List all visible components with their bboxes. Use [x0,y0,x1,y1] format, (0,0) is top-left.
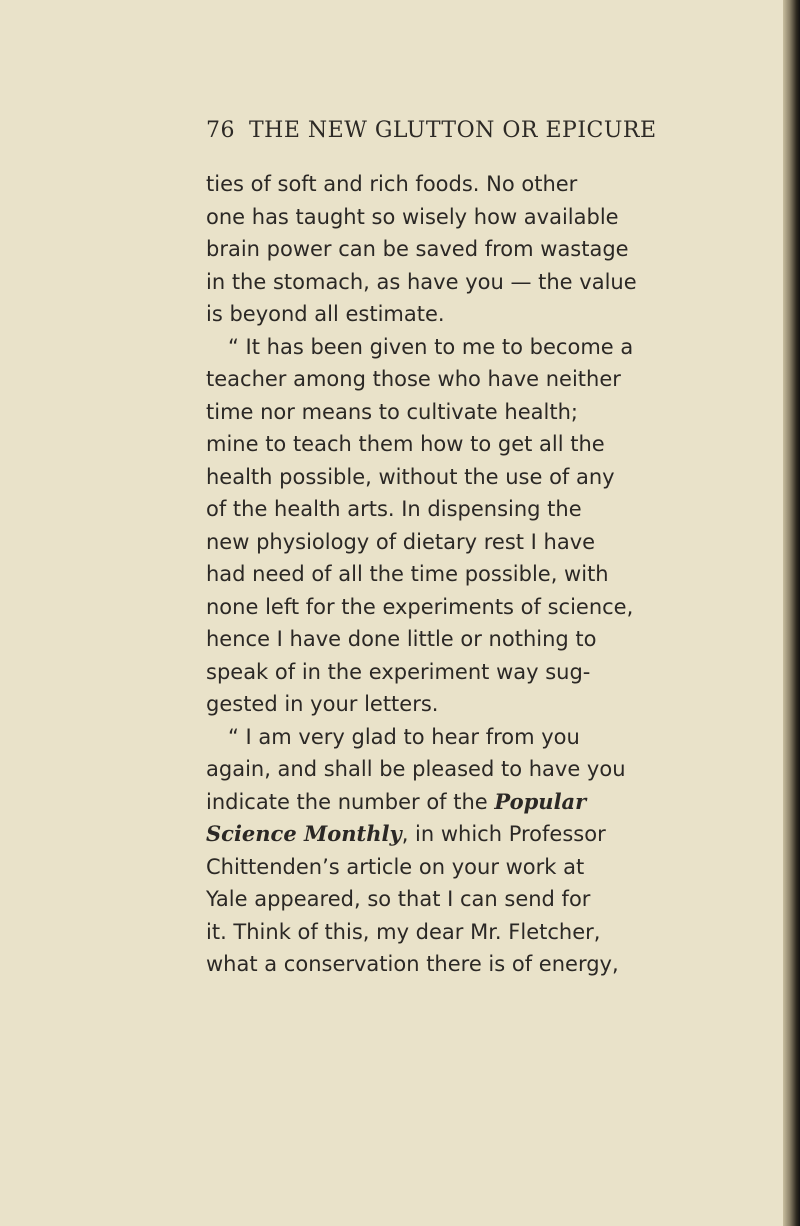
text-line: it. Think of this, my dear Mr. Fletcher, [206,919,601,944]
text-line: of the health arts. In dispensing the [206,497,582,521]
text-line: mine to teach them how to get all the [206,432,605,456]
text-line: new physiology of dietary rest I have [206,529,596,554]
text-line: in the stomach, as have you — the value [206,269,637,294]
text-line: again, and shall be pleased to have you [206,757,626,781]
text-line: health possible, without the use of any [206,464,615,489]
text-line: speak of in the experiment way sug- [206,659,591,684]
text-line: “ It has been given to me to become a [228,334,634,359]
text-line: had need of all the time possible, with [206,562,609,586]
text-segment: indicate the number of the [206,789,495,814]
text-line [206,786,688,819]
text-line: teacher among those who have neither [206,367,621,391]
text-line [206,818,688,851]
page-number: 76 [206,118,235,143]
text-line: hence I have done little or nothing to [206,627,597,651]
text-line: what a conservation there is of energy, [206,952,619,976]
text-line: Yale appeared, so that I can send for [206,887,591,911]
text-line: time nor means to cultivate health; [206,399,578,424]
page-edge-shadow [783,0,800,1226]
text-line: brain power can be saved from wastage [206,237,629,261]
running-title: THE NEW GLUTTON OR EPICURE [249,118,657,143]
text-line: one has taught so wisely how available [206,204,619,229]
text-line: gested in your letters. [206,692,439,716]
italic-title: Popular [494,788,587,814]
text-line: “ I am very glad to hear from you [228,724,580,749]
text-line: none left for the experiments of science, [206,594,634,619]
text-line: Chittenden’s article on your work at [206,854,585,879]
italic-title: Science Monthly [206,821,402,846]
running-header [206,118,726,148]
body-text [206,168,688,981]
text-line: ties of soft and rich foods. No other [206,172,578,196]
text-segment: , in which Professor [401,822,606,846]
text-line: is beyond all estimate. [206,302,445,326]
